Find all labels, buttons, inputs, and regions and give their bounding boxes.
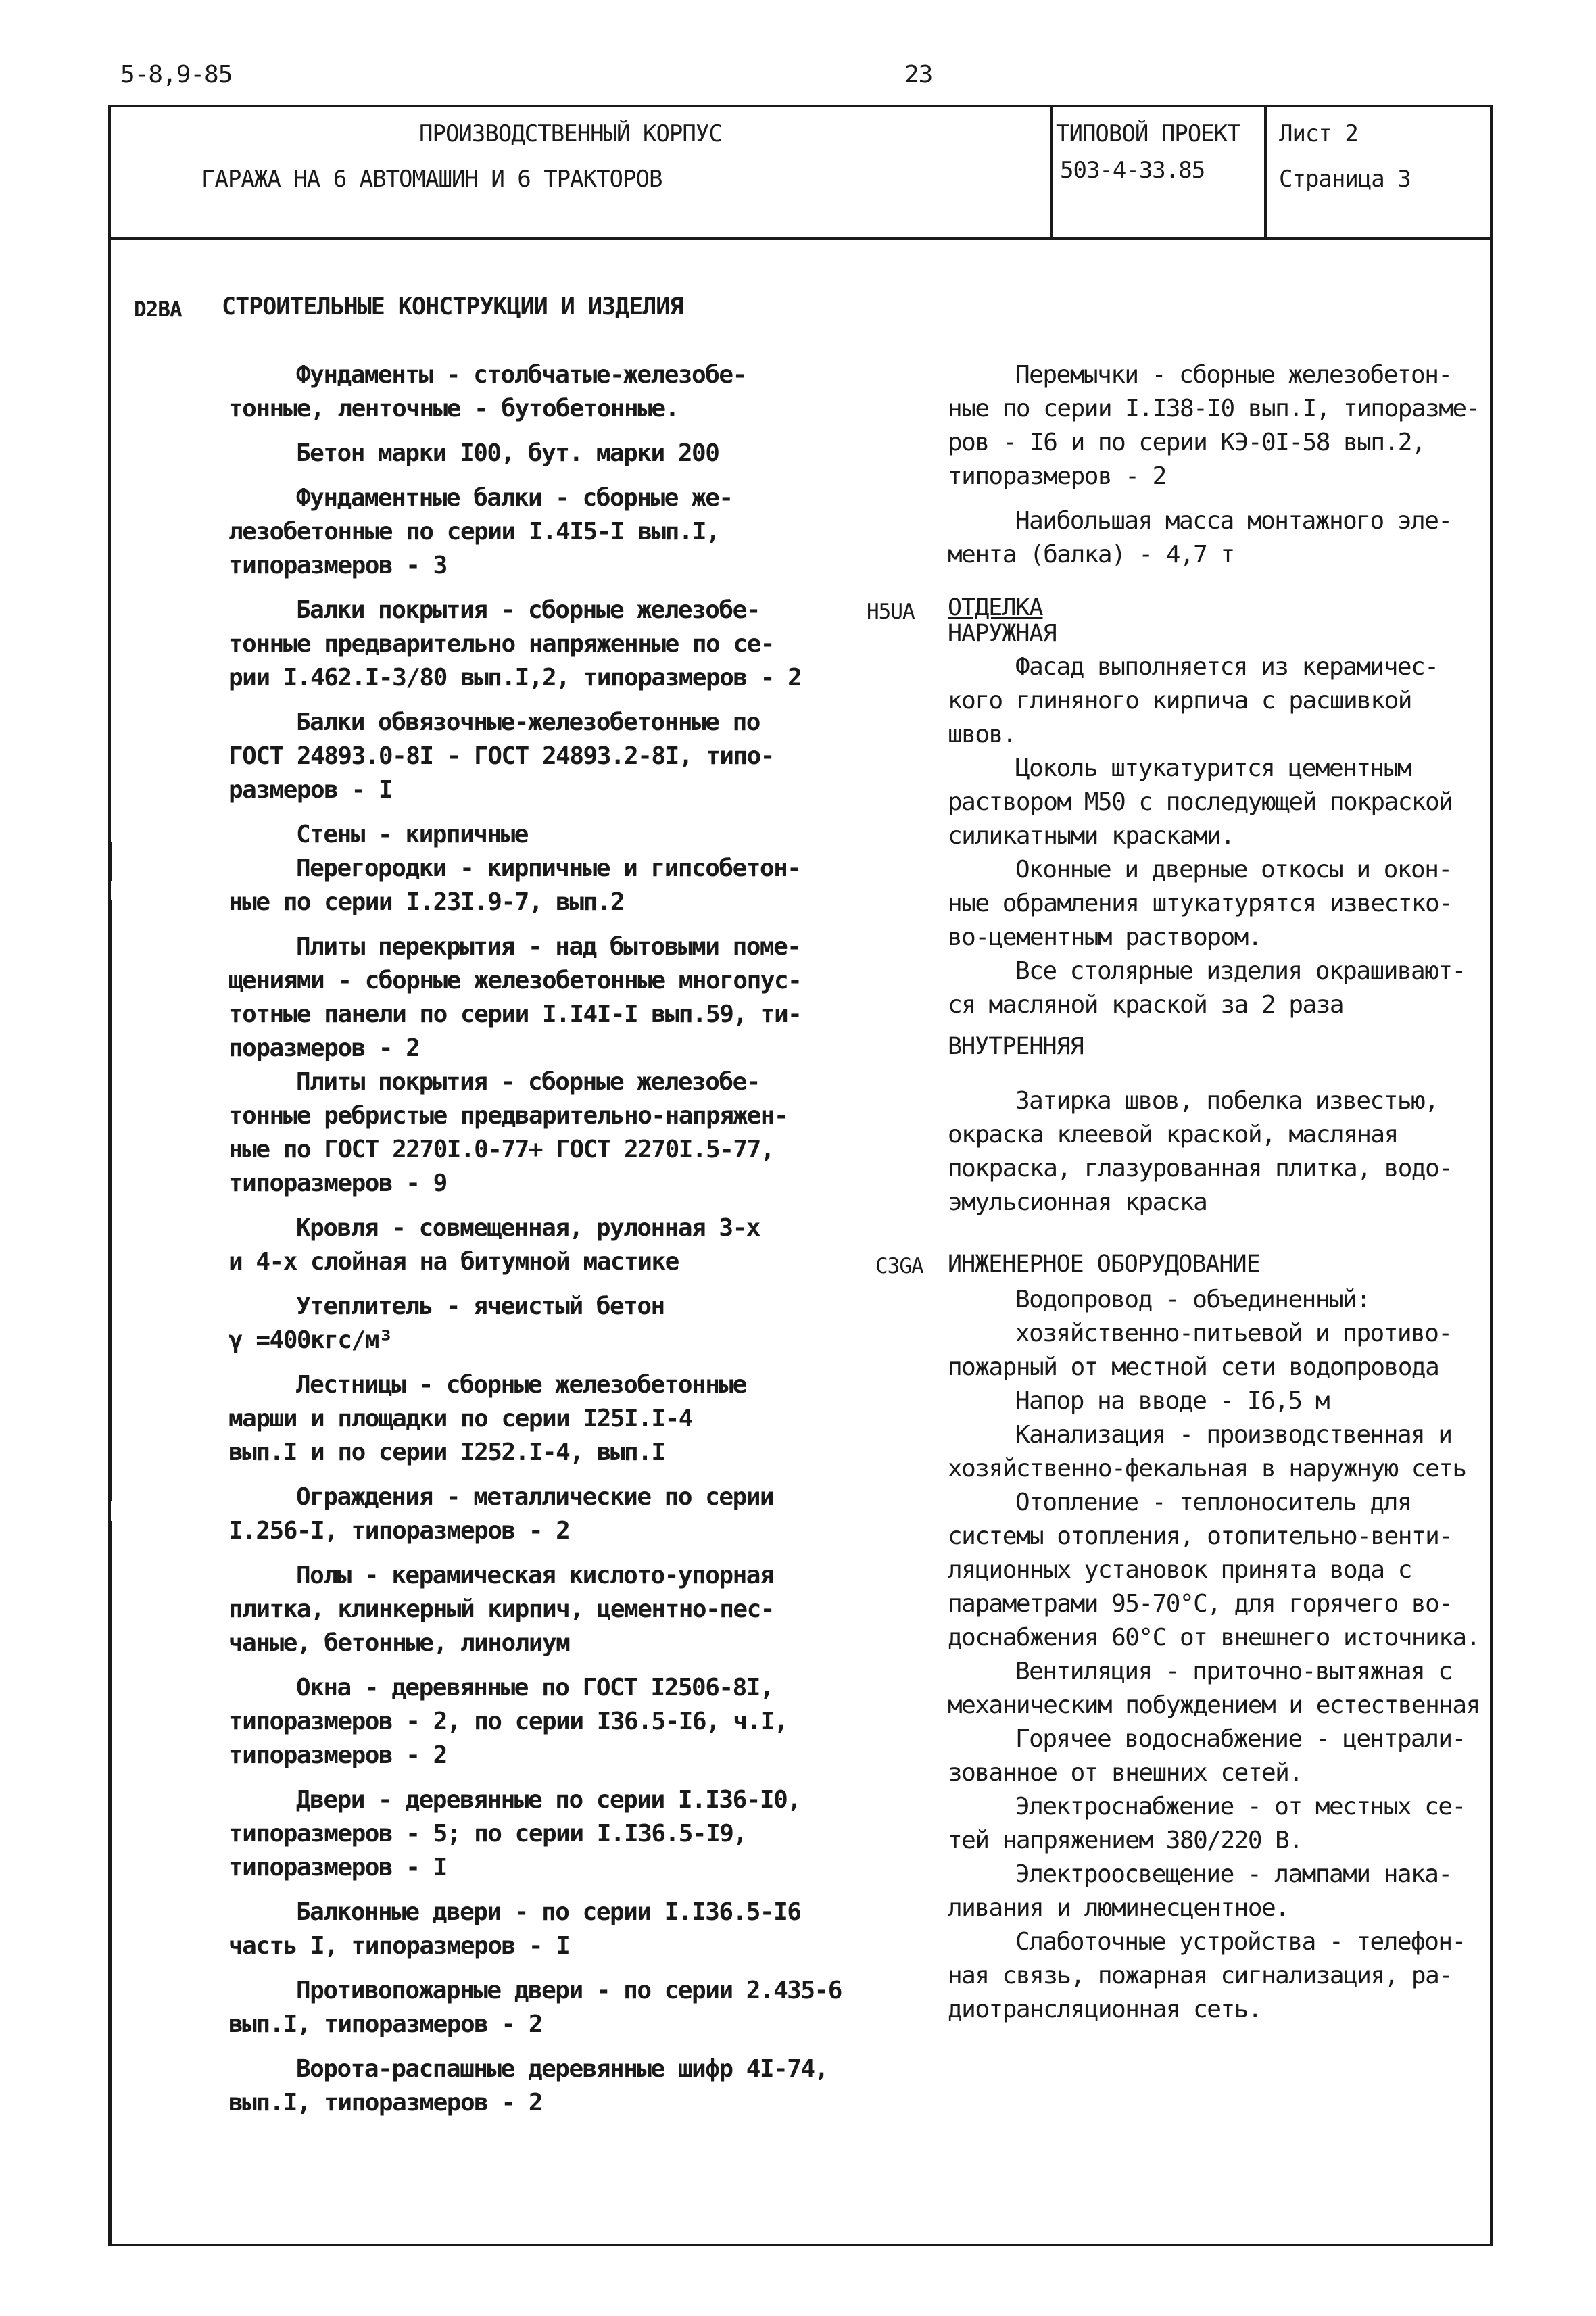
title-line-1: ПРОИЗВОДСТВЕННЫЙ КОРПУС: [419, 120, 722, 147]
paragraph: [228, 706, 904, 807]
project-number: 503-4-33.85: [1060, 157, 1205, 184]
paragraph-text: Фундаменты - столбчатые-железобе- тонные, ленточные - бутобетонные.: [228, 361, 746, 423]
paragraph-text: Ограждения - металлические по серии I.256-I, типоразмеров - 2: [228, 1483, 774, 1545]
paragraph: [948, 358, 1489, 493]
paragraph: [228, 1211, 904, 1279]
paragraph-text: Бетон марки I00, бут. марки 200: [296, 439, 719, 467]
paragraph: [228, 358, 904, 426]
paragraph-text: Канализация - производственная и хозяйственно-фекальная в наружную сеть: [948, 1421, 1466, 1482]
paragraph: [948, 752, 1489, 853]
paragraph: [228, 930, 904, 1065]
paragraph: [948, 504, 1489, 572]
paragraph-text: Кровля - совмещенная, рулонная 3-х и 4-х слойная на битумной мастике: [228, 1214, 760, 1276]
paragraph: [948, 853, 1489, 955]
paragraph: [228, 1290, 904, 1324]
paragraph-text: Фасад выполняется из керамичес- кого глиняного кирпича с расшивкой швов.: [948, 653, 1438, 748]
paragraph: [228, 1368, 904, 1470]
paragraph: [228, 1480, 904, 1548]
left-column: [228, 358, 904, 2131]
paragraph-text: Все столярные изделия окрашивают- ся масляной краской за 2 раза: [948, 957, 1466, 1019]
binding-mark: [108, 842, 112, 881]
paragraph: [228, 437, 904, 471]
paragraph-text: Двери - деревянные по серии I.I36-I0, типоразмеров - 5; по серии I.I36.5-I9, типоразмеров - I: [228, 1786, 801, 1881]
paragraph: [948, 1858, 1502, 1925]
title-divider-1: [1050, 105, 1053, 240]
title-line-2: ГАРАЖА НА 6 АВТОМАШИН И 6 ТРАКТОРОВ: [201, 166, 662, 193]
finishing-outer-subtitle: НАРУЖНАЯ: [948, 620, 1057, 647]
paragraph-text: Электроосвещение - лампами нака- ливания и люминесцентное.: [948, 1860, 1452, 1922]
paragraph: [228, 852, 904, 919]
paragraph: [948, 1084, 1489, 1220]
project-label: ТИПОВОЙ ПРОЕКТ: [1056, 120, 1240, 147]
finishing-title: ОТДЕЛКА: [948, 594, 1043, 621]
paragraph-text: Вентиляция - приточно-вытяжная с механическим побуждением и естественная: [948, 1658, 1480, 1719]
paragraph-text: Плиты перекрытия - над бытовыми поме- щениями - сборные железобетонные многопус- тотные панели по серии I.I4I-I вып.59, ти- поразмеров - 2: [228, 933, 802, 1062]
paragraph: [948, 1317, 1502, 1384]
paragraph-text: Окна - деревянные по ГОСТ I2506-8I, типоразмеров - 2, по серии I36.5-I6, ч.I, типоразмеров - 2: [228, 1674, 788, 1769]
paragraph: [948, 1384, 1502, 1418]
section-code-finishing: H5UA: [867, 600, 915, 624]
paragraph: [228, 1896, 904, 1963]
paragraph: [948, 1790, 1502, 1858]
section-code-construction: D2BA: [134, 297, 182, 322]
paragraph-text: Ворота-распашные деревянные шифр 4I-74, вып.I, типоразмеров - 2: [228, 2055, 828, 2117]
paragraph: [228, 1974, 904, 2042]
paragraph: [948, 955, 1489, 1022]
paragraph-text: Перемычки - сборные железобетон- ные по серии I.I38-I0 вып.I, типоразме- ров - I6 и по серии КЭ-0I-58 вып.2, типоразмеров - 2: [948, 361, 1480, 490]
paragraph-text: Электроснабжение - от местных се- тей напряжением 380/220 В.: [948, 1793, 1466, 1854]
sheet-label: Лист 2: [1279, 120, 1358, 147]
paragraph: [228, 481, 904, 583]
paragraph: [228, 594, 904, 695]
paragraph: [228, 2052, 904, 2120]
paragraph: [948, 650, 1489, 752]
paragraph-text: Балки обвязочные-железобетонные по ГОСТ 24893.0-8I - ГОСТ 24893.2-8I, типо- размеров - I: [228, 708, 774, 804]
section-code-engineering: C3GA: [875, 1254, 923, 1278]
paragraph-text: Утеплитель - ячеистый бетон: [296, 1293, 664, 1320]
title-divider-2: [1264, 105, 1267, 240]
paragraph-text: Цоколь штукатурится цементным раствором М50 с последующей покраской силикатными красками.: [948, 754, 1453, 850]
paragraph-text: Отопление - теплоноситель для системы отопления, отопительно-венти- ляционных установок принята вода с параметрами 95-70°С, для горячего во- доснабжения 60°С от внешнего источника.: [948, 1489, 1480, 1651]
section-title-engineering: ИНЖЕНЕРНОЕ ОБОРУДОВАНИЕ: [948, 1251, 1260, 1278]
paragraph-text: Наибольшая масса монтажного эле- мента (балка) - 4,7 т: [948, 507, 1452, 569]
paragraph: [948, 1283, 1502, 1317]
paragraph-text: Водопровод - объединенный:: [1015, 1286, 1370, 1313]
paragraph-text: Горячее водоснабжение - централи- зованное от внешних сетей.: [948, 1725, 1466, 1787]
right-column-top: [948, 358, 1489, 583]
paragraph: [228, 1559, 904, 1660]
finishing-outer: [948, 650, 1489, 1022]
paragraph-text: Напор на вводе - I6,5 м: [1015, 1387, 1329, 1415]
paragraph-text: Перегородки - кирпичные и гипсобетон- ные по серии I.23I.9-7, вып.2: [228, 854, 801, 916]
section-title-finishing: [948, 595, 1057, 646]
paragraph-text: Оконные и дверные откосы и окон- ные обрамления штукатурятся известко- во-цементным раствором.: [948, 856, 1453, 951]
paragraph: [228, 1065, 904, 1201]
finishing-inner-subtitle: ВНУТРЕННЯЯ: [948, 1033, 1084, 1060]
paragraph: [948, 1722, 1502, 1790]
paragraph-text: γ =400кгс/м³: [228, 1326, 393, 1354]
paragraph-text: Слаботочные устройства - телефон- ная связь, пожарная сигнализация, ра- диотрансляционная сеть.: [948, 1928, 1466, 2023]
paragraph-text: Балконные двери - по серии I.I36.5-I6 часть I, типоразмеров - I: [228, 1898, 801, 1960]
page-number: 23: [904, 61, 933, 89]
paragraph: [228, 1783, 904, 1885]
page-label: Страница 3: [1279, 166, 1411, 193]
paragraph: [948, 1486, 1502, 1655]
paragraph-text: Плиты покрытия - сборные железобе- тонные ребристые предварительно-напряжен- ные по ГОСТ 2270I.0-77+ ГОСТ 2270I.5-77, типоразмеров - 9: [228, 1068, 788, 1197]
paragraph-text: Противопожарные двери - по серии 2.435-6 вып.I, типоразмеров - 2: [228, 1977, 842, 2038]
paragraph-text: Затирка швов, побелка известью, окраска клеевой краской, масляная покраска, глазурованная плитка, водо- эмульсионная краска: [948, 1087, 1453, 1216]
section-title-construction: СТРОИТЕЛЬНЫЕ КОНСТРУКЦИИ И ИЗДЕЛИЯ: [222, 293, 683, 320]
paragraph-text: хозяйственно-питьевой и противо- пожарный от местной сети водопровода: [948, 1320, 1452, 1381]
paragraph-text: Лестницы - сборные железобетонные марши и площадки по серии I25I.I-4 вып.I и по серии I252.I-4, вып.I: [228, 1371, 746, 1466]
paragraph-text: Полы - керамическая кислото-упорная плитка, клинкерный кирпич, цементно-пес- чаные, бетонные, линолиум: [228, 1562, 774, 1657]
paragraph-text: Фундаментные балки - сборные же- лезобетонные по серии I.4I5-I вып.I, типоразмеров - 3: [228, 484, 733, 579]
finishing-inner: [948, 1084, 1489, 1230]
paragraph-text: Стены - кирпичные: [296, 821, 528, 848]
paragraph-text: Балки покрытия - сборные железобе- тонные предварительно напряженные по се- рии I.462.I-3/80 вып.I,2, типоразмеров - 2: [228, 596, 802, 692]
document-code: 5-8,9-85: [120, 61, 233, 89]
paragraph: [948, 1655, 1502, 1722]
binding-mark: [108, 1521, 112, 2244]
binding-mark: [108, 900, 112, 1501]
paragraph: [228, 1671, 904, 1772]
engineering-column: [948, 1283, 1502, 2027]
paragraph: [948, 1418, 1502, 1486]
density-formula: [228, 1324, 904, 1357]
paragraph: [948, 1925, 1502, 2027]
paragraph: [228, 818, 904, 852]
